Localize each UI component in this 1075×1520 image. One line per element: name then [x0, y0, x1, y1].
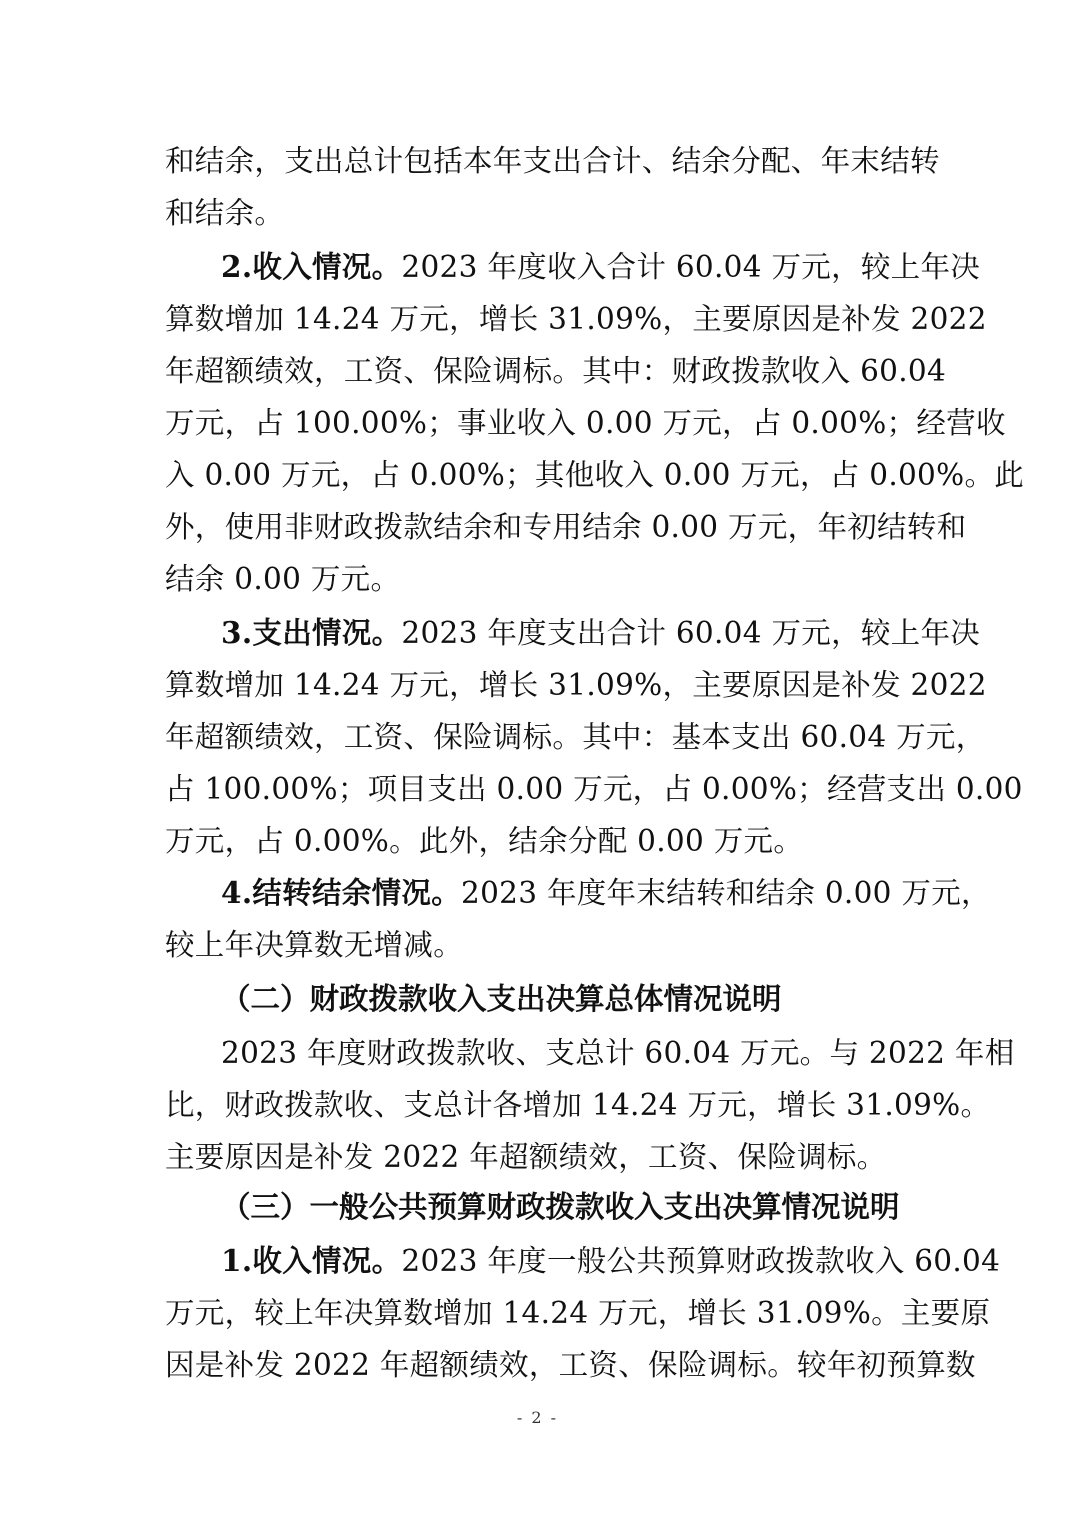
- section-lead: 1.收入情况。: [221, 1243, 402, 1278]
- paragraph-line: 2023 年度财政拨款收、支总计 60.04 万元。与 2022 年相: [221, 1036, 1015, 1070]
- paragraph-line: 占 100.00%；项目支出 0.00 万元，占 0.00%；经营支出 0.00: [165, 772, 1023, 806]
- paragraph-line: 万元，较上年决算数增加 14.24 万元，增长 31.09%。主要原: [165, 1296, 991, 1330]
- section-lead: 3.支出情况。: [221, 615, 402, 650]
- paragraph-line: [165, 241, 981, 293]
- section-lead: 2.收入情况。: [221, 249, 402, 284]
- paragraph-line: 算数增加 14.24 万元，增长 31.09%，主要原因是补发 2022: [165, 668, 987, 702]
- paragraph-line: [165, 1235, 1001, 1287]
- paragraph-text: 2023 年度年末结转和结余 0.00 万元，: [461, 876, 991, 910]
- paragraph-line: 主要原因是补发 2022 年超额绩效，工资、保险调标。: [165, 1140, 887, 1174]
- section-lead: 4.结转结余情况。: [221, 875, 461, 910]
- paragraph-line: 和结余，支出总计包括本年支出合计、结余分配、年末结转: [165, 144, 940, 178]
- paragraph-line: 因是补发 2022 年超额绩效，工资、保险调标。较年初预算数: [165, 1348, 976, 1382]
- paragraph-text: 2023 年度支出合计 60.04 万元，较上年决: [401, 616, 981, 650]
- section-heading: （二）财政拨款收入支出决算总体情况说明: [221, 981, 782, 1016]
- paragraph-text: 2023 年度一般公共预算财政拨款收入 60.04: [401, 1244, 1001, 1278]
- paragraph-line: 比，财政拨款收、支总计各增加 14.24 万元，增长 31.09%。: [165, 1088, 991, 1122]
- paragraph-line: 结余 0.00 万元。: [165, 562, 401, 596]
- paragraph-line: 入 0.00 万元，占 0.00%；其他收入 0.00 万元，占 0.00%。此: [165, 458, 1025, 492]
- paragraph-line: 万元，占 0.00%。此外，结余分配 0.00 万元。: [165, 824, 804, 858]
- paragraph-line: 算数增加 14.24 万元，增长 31.09%，主要原因是补发 2022: [165, 302, 987, 336]
- page-number: - 2 -: [516, 1408, 559, 1427]
- paragraph-line: [165, 867, 991, 919]
- paragraph-line: 和结余。: [165, 196, 285, 230]
- section-heading: （三）一般公共预算财政拨款收入支出决算情况说明: [221, 1189, 900, 1224]
- paragraph-line: 较上年决算数无增减。: [165, 928, 464, 962]
- paragraph-line: [165, 607, 981, 659]
- paragraph-line: 年超额绩效，工资、保险调标。其中：基本支出 60.04 万元，: [165, 720, 986, 754]
- paragraph-text: 2023 年度收入合计 60.04 万元，较上年决: [401, 250, 981, 284]
- paragraph-line: 外，使用非财政拨款结余和专用结余 0.00 万元，年初结转和: [165, 510, 967, 544]
- paragraph-line: 年超额绩效，工资、保险调标。其中：财政拨款收入 60.04: [165, 354, 947, 388]
- paragraph-line: 万元，占 100.00%；事业收入 0.00 万元，占 0.00%；经营收: [165, 406, 1006, 440]
